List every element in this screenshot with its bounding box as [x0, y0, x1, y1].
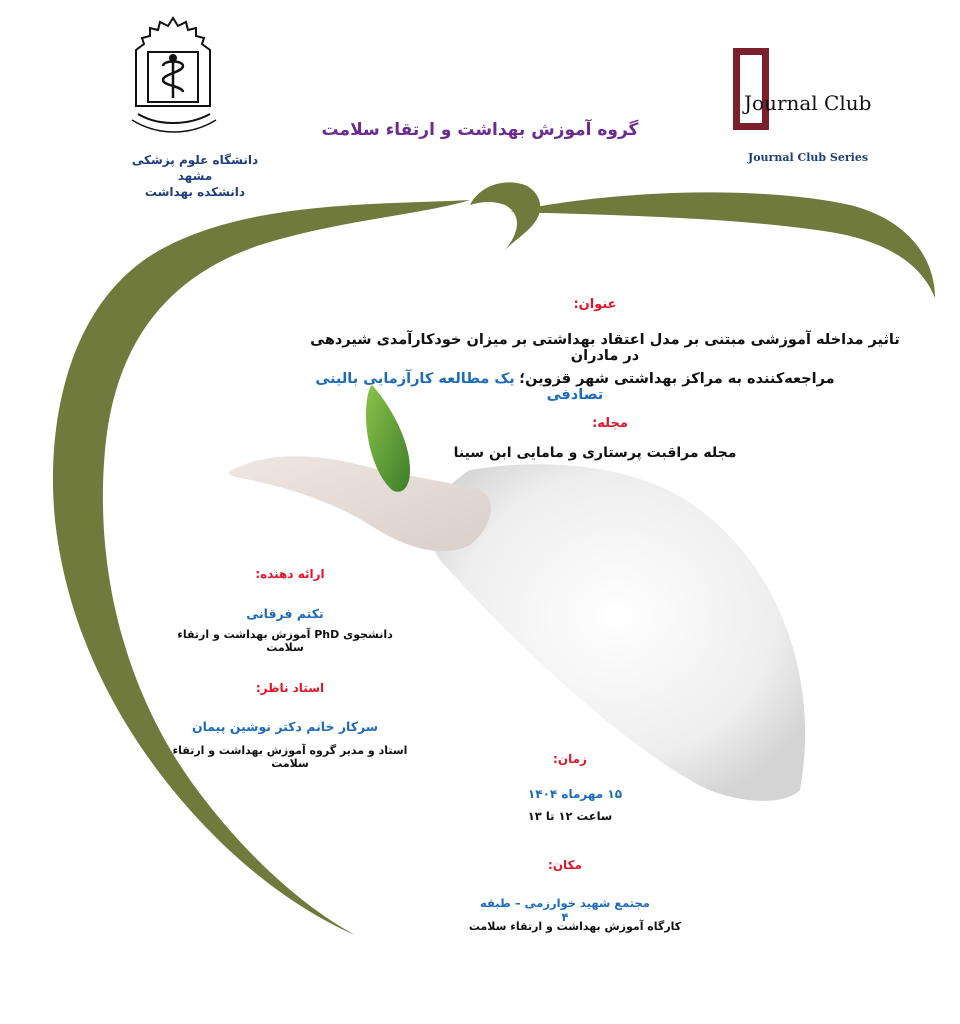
article-title-line2 [300, 371, 850, 403]
journal-name: مجله مراقبت پرستاری و مامایی ابن سینا [453, 445, 737, 461]
title-label: عنوان: [573, 297, 617, 312]
presenter-description: دانشجوی PhD آموزش بهداشت و ارتقاء سلامت [177, 628, 393, 654]
location-label: مکان: [548, 858, 582, 872]
supervisor-label: استاد ناظر: [255, 681, 325, 695]
group-title: گروه آموزش بهداشت و ارتقاء سلامت [321, 120, 639, 140]
university-logo [118, 14, 228, 140]
presenter-label: ارائه دهنده: [255, 567, 325, 581]
article-title-line2-highlight: یک مطالعه کارآزمایی بالینی تصادفی [315, 371, 604, 403]
time-date: ۱۵ مهرماه ۱۴۰۴ [527, 787, 623, 801]
journal-club-logo [731, 46, 871, 132]
journal-club-series: Journal Club Series [747, 151, 869, 164]
article-title-line2-prefix: مراجعه‌کننده به مراکز بهداشتی شهر قزوین؛ [519, 371, 835, 387]
time-hours: ساعت ۱۲ تا ۱۳ [527, 809, 613, 823]
time-label: زمان: [553, 752, 587, 766]
olive-swoosh-top [470, 182, 540, 250]
article-title-line1: تاثیر مداخله آموزشی مبتنی بر مدل اعتقاد بهداشتی بر میزان خودکارآمدی شیردهی در مادران [310, 332, 900, 364]
journal-club-logo-text: Journal Club [744, 91, 871, 115]
university-name: دانشگاه علوم پزشکی مشهد [131, 153, 259, 183]
olive-swoosh-right [510, 192, 935, 298]
journal-label: مجله: [592, 416, 628, 431]
location-place: مجتمع شهید خوارزمی – طبقه ۴ [480, 896, 650, 924]
presenter-name: تکتم فرقانی [246, 606, 324, 621]
supervisor-name: سرکار خانم دکتر نوشین پیمان [191, 719, 379, 734]
supervisor-description: استاد و مدیر گروه آموزش بهداشت و ارتقاء سلامت [172, 744, 408, 770]
hand-shape [229, 456, 491, 551]
location-description: کارگاه آموزش بهداشت و ارتقاء سلامت [468, 920, 682, 933]
faculty-name: دانشکده بهداشت [144, 185, 246, 199]
university-name-block [130, 152, 260, 200]
